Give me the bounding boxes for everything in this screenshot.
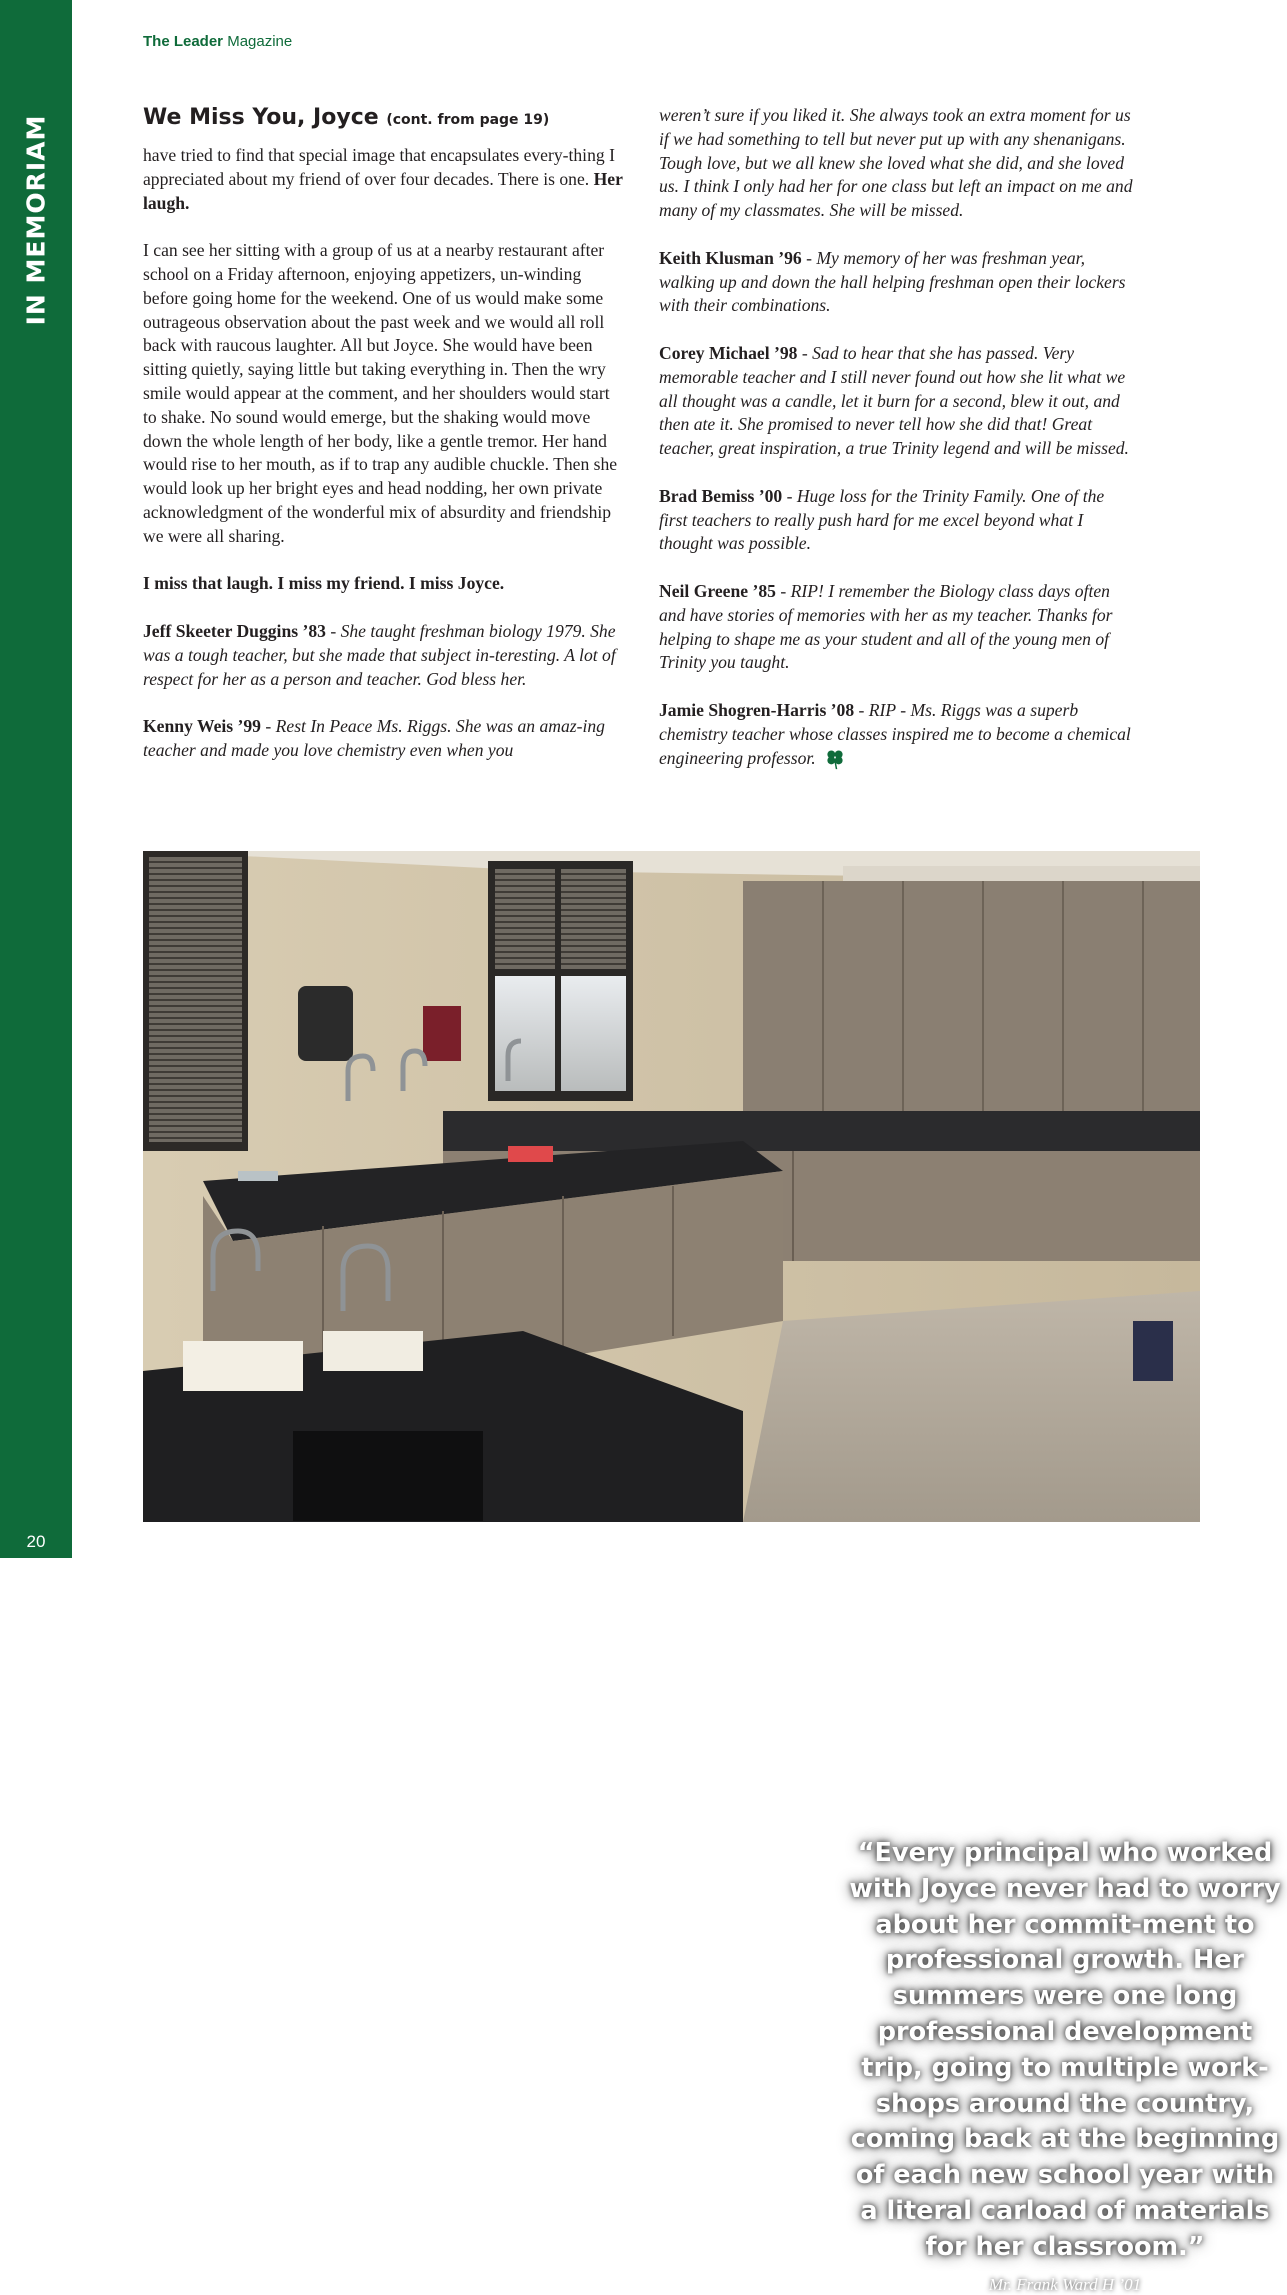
pull-quote-attribution: Mr. Frank Ward H ’01 <box>988 2275 1142 2294</box>
tribute <box>659 247 1133 318</box>
tribute-author: Jeff Skeeter Duggins ’83 <box>143 620 326 641</box>
article-title-text: We Miss You, Joyce <box>143 105 379 130</box>
tribute-text: - Rest In Peace Ms. Riggs. She was an amaz-ing teacher and made you love chemistry even when you <box>143 716 605 760</box>
classroom-photo <box>143 851 1281 2294</box>
tribute-text: - Huge loss for the Trinity Family. One of the first teachers to really push hard for me excel beyond what I thought was possible. <box>659 485 1105 554</box>
tribute-author: Corey Michael ’98 <box>659 342 798 363</box>
paragraph-text: have tried to find that special image that encapsulates every-thing I appreciated about my friend of over four decades. There is one. <box>143 145 615 189</box>
article-title <box>143 104 623 134</box>
tribute-author: Brad Bemiss ’00 <box>659 485 783 506</box>
tribute-author: Neil Greene ’85 <box>659 580 776 601</box>
tribute-text: - RIP! I remember the Biology class days often and have stories of memories with her as my teacher. Thanks for helping to shape me as your student and all of the young men of Trinity you taught. <box>659 580 1113 673</box>
section-label: IN MEMORIAM <box>21 114 51 326</box>
tribute <box>143 620 623 691</box>
tribute-author: Kenny Weis ’99 <box>143 716 261 737</box>
closing-line: I miss that laugh. I miss my friend. I miss Joyce. <box>143 573 505 594</box>
classroom-illustration <box>143 851 1200 1522</box>
tribute-text: - Sad to hear that she has passed. Very memorable teacher and I still never found out how she lit what we all thought was a candle, let it burn for a second, blew it out, and then ate it. She promised to never tell how she did that! Great teacher, great inspiration, a true Trinity legend and will be missed. <box>659 342 1129 459</box>
left-column <box>143 104 623 763</box>
sidebar <box>0 0 72 1558</box>
continuation-note: (cont. from page 19) <box>386 112 550 128</box>
tribute-author: Keith Klusman ’96 <box>659 247 802 268</box>
tribute <box>659 485 1133 556</box>
tribute <box>659 580 1133 675</box>
right-column <box>659 104 1133 770</box>
emphasis-text: Her laugh. <box>143 168 623 213</box>
tribute <box>659 342 1133 461</box>
tribute-text: weren’t sure if you liked it. She always took an extra moment for us if we had something to tell but never put up with any shenanigans. Tough love, but we all knew she loved what she did, and she loved us. I think I only had her for one class but left an impact on me and many of my classmates. She will be missed. <box>659 105 1133 221</box>
tribute-continued <box>659 104 1133 223</box>
page-number: 20 <box>26 1532 46 1551</box>
shamrock-icon <box>824 748 846 770</box>
tribute-text: - RIP - Ms. Riggs was a superb chemistry teacher whose classes inspired me to become a chemical engineering professor. <box>659 699 1131 768</box>
magazine-name: The Leader <box>143 33 224 50</box>
article-paragraph: I can see her sitting with a group of us at a nearby restaurant after school on a Friday afternoon, enjoying appetizers, un-winding before going home for the weekend. One of us would make some outrageous observation about the past week and we would all roll back with raucous laughter. All but Joyce. She would have been sitting quietly, saying little but taking everything in. Then the wry smile would appear at the comment, and her shoulders would start to shake. No sound would emerge, but the shaking would move down the whole length of her body, like a gentle tremor. Her hand would rise to her mouth, as if to trap any audible chuckle. Then she would look up her bright eyes and head nodding, her own private acknowledgment of the wonderful mix of absurdity and friendship we were all sharing. <box>143 240 618 546</box>
tribute-author: Jamie Shogren-Harris ’08 <box>659 699 855 720</box>
tribute-text: - She taught freshman biology 1979. She was a tough teacher, but she made that subject in-teresting. A lot of respect for her as a person and teacher. God bless her. <box>143 620 616 689</box>
article-paragraph <box>143 144 623 215</box>
tribute-text: - My memory of her was freshman year, walking up and down the hall helping freshman open their lockers with their combinations. <box>659 247 1126 316</box>
magazine-masthead <box>143 33 292 50</box>
tribute <box>143 715 623 763</box>
magazine-label: Magazine <box>227 33 293 50</box>
pull-quote: “Every principal who worked with Joyce never had to worry about her commit-ment to professional growth. Her summers were one long professional development trip, going to multiple work-shops around the country, coming back at the beginning of each new school year with a literal carload of materials for her classroom.” <box>849 1838 1281 2262</box>
tribute <box>659 699 1133 771</box>
